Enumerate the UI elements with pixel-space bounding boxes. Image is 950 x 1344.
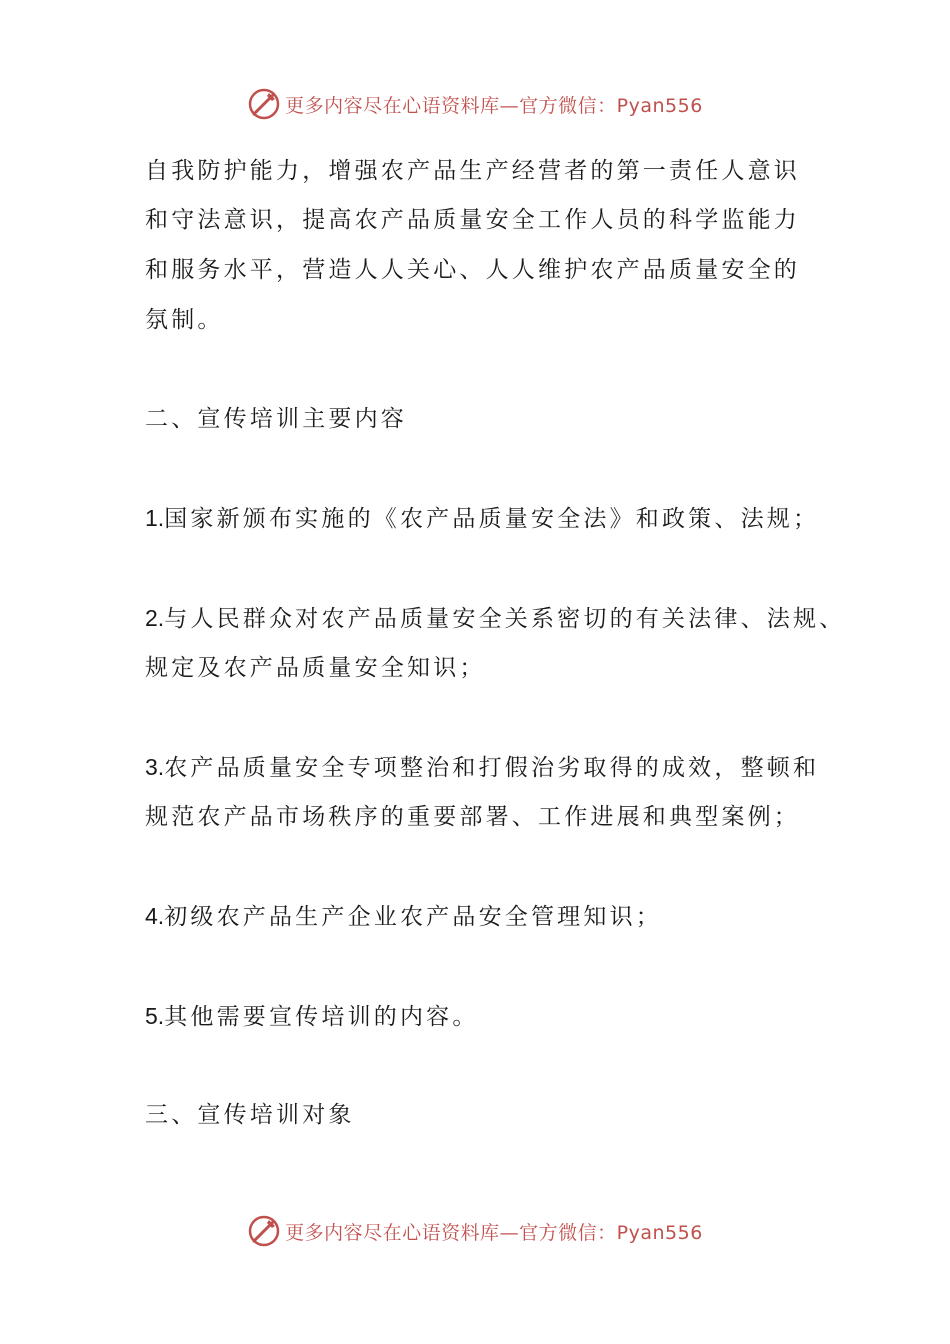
watermark-header [0,84,950,124]
paragraph-line: 和守法意识，提高农产品质量安全工作人员的科学监能力 [145,207,800,233]
section-heading: 三、宣传培训对象 [145,1102,355,1128]
list-item-continuation: 规定及农产品质量安全知识； [145,655,486,681]
wechat-id: Pyan556 [616,1221,703,1244]
section-heading: 二、宣传培训主要内容 [145,406,407,432]
paragraph-line: 氛制。 [145,307,224,333]
item-number: 2. [145,605,165,631]
paragraph-line: 自我防护能力，增强农产品生产经营者的第一责任人意识 [145,158,800,184]
item-text: 初级农产品生产企业农产品安全管理知识； [164,904,662,930]
wechat-id: Pyan556 [616,94,703,117]
item-text: 与人民群众对农产品质量安全关系密切的有关法律、法规、 [164,606,846,632]
paragraph-line: 和服务水平，营造人人关心、人人维护农产品质量安全的 [145,257,800,283]
item-text: 国家新颁布实施的《农产品质量安全法》和政策、法规； [164,506,820,532]
list-item-continuation: 规范农产品市场秩序的重要部署、工作进展和典型案例； [145,804,800,830]
pen-logo-icon [247,1214,281,1248]
item-text: 农产品质量安全专项整治和打假治劣取得的成效，整顿和 [164,755,820,781]
list-item [145,603,845,634]
watermark-footer [0,1211,950,1251]
list-item [145,752,819,783]
pen-logo-icon [247,87,281,121]
item-number: 3. [145,754,165,780]
watermark-text: 更多内容尽在心语资料库—官方微信：Pyan556 [285,94,703,117]
item-text: 其他需要宣传培训的内容。 [164,1004,479,1030]
watermark-text: 更多内容尽在心语资料库—官方微信：Pyan556 [285,1221,703,1244]
list-item [145,1001,479,1032]
item-number: 4. [145,903,165,929]
item-number: 1. [145,505,165,531]
item-number: 5. [145,1003,165,1029]
list-item [145,901,662,932]
list-item [145,503,819,534]
